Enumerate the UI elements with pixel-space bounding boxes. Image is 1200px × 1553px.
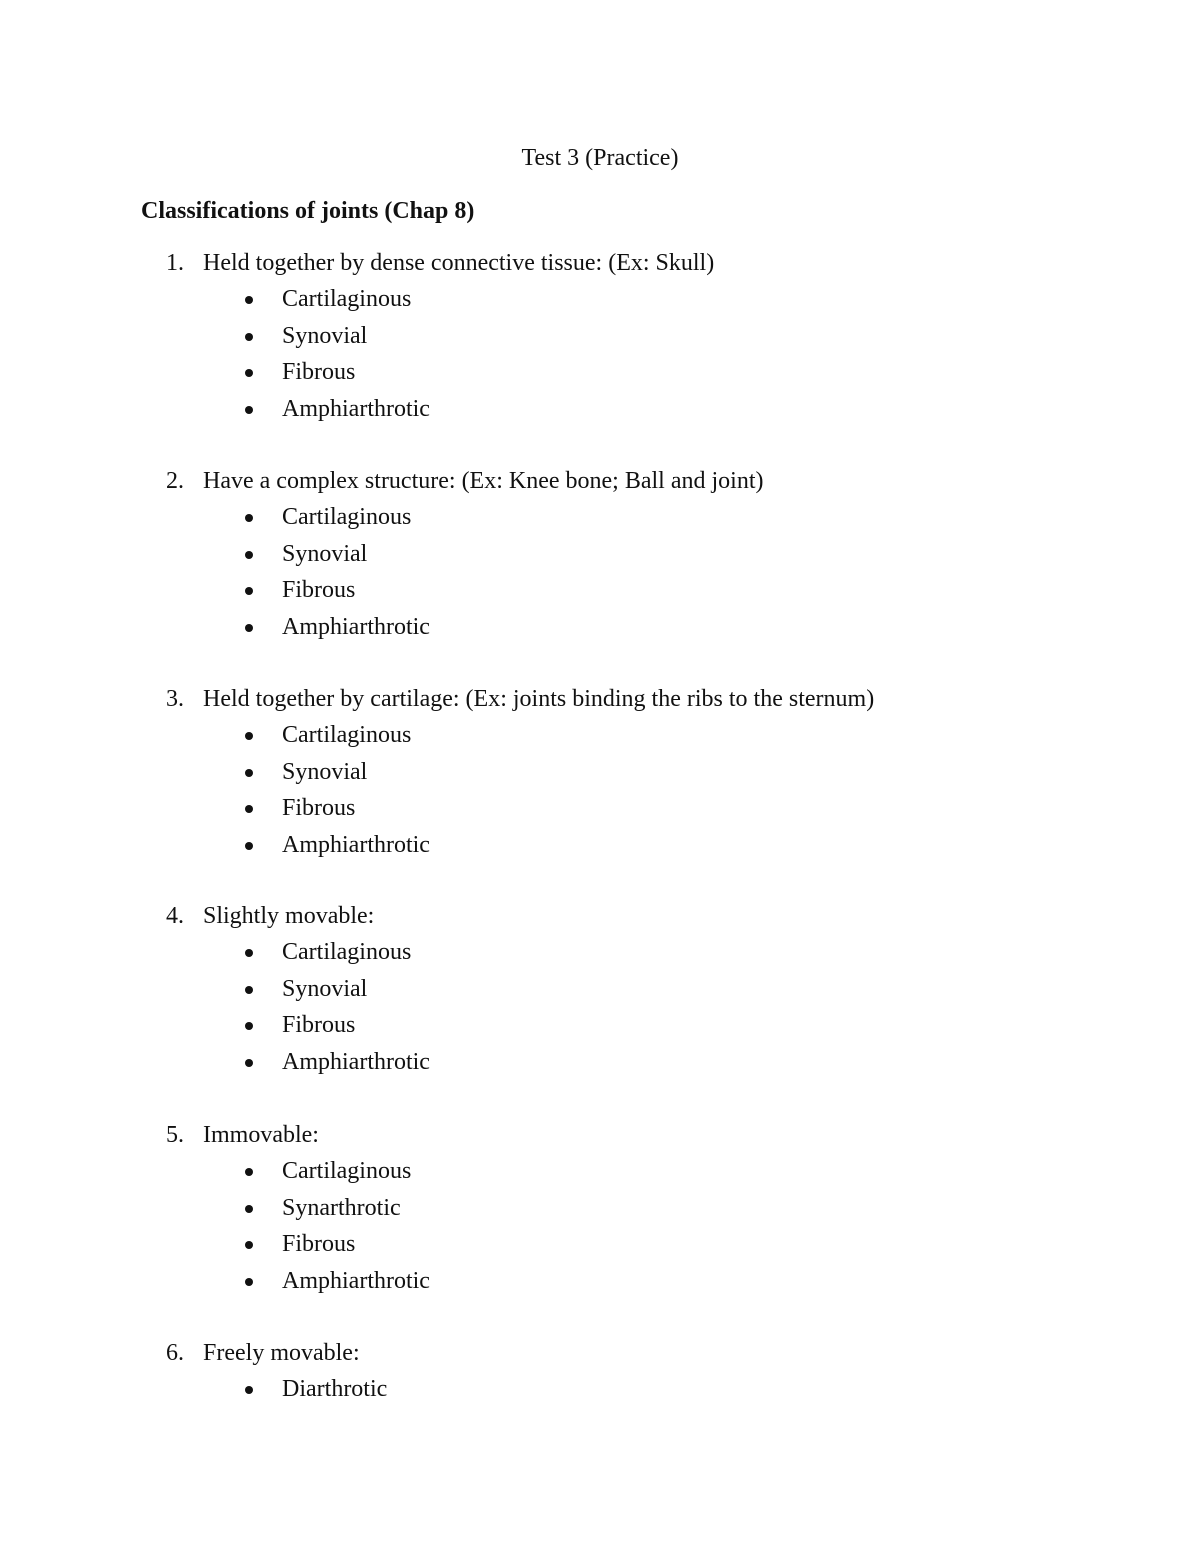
answer-option-text: Fibrous	[282, 1012, 356, 1039]
answer-option	[0, 1226, 1200, 1262]
answer-option	[0, 572, 1200, 608]
answer-option	[0, 1153, 1200, 1189]
question-number: 3.	[166, 686, 184, 712]
answer-option	[0, 1371, 1200, 1407]
answer-option	[0, 827, 1200, 863]
answer-option-text: Synarthrotic	[282, 1194, 401, 1221]
answer-option-text: Fibrous	[282, 795, 356, 822]
question-line	[0, 463, 1200, 499]
answer-option-text: Synovial	[282, 540, 368, 567]
question-number: 6.	[166, 1340, 184, 1366]
answer-options	[0, 281, 1200, 427]
answer-option-text: Amphiarthrotic	[282, 613, 430, 640]
section-heading: Classifications of joints (Chap 8)	[141, 198, 475, 224]
bullet-icon	[245, 986, 253, 994]
question-line	[0, 898, 1200, 934]
answer-options	[0, 499, 1200, 645]
answer-option	[0, 1263, 1200, 1299]
bullet-icon	[245, 1278, 253, 1286]
question-1	[0, 245, 1200, 427]
answer-option-text: Cartilaginous	[282, 939, 412, 966]
bullet-icon	[245, 1241, 253, 1249]
answer-option-text: Synovial	[282, 758, 368, 785]
answer-option-text: Synovial	[282, 975, 368, 1002]
answer-option	[0, 934, 1200, 970]
answer-option	[0, 1044, 1200, 1080]
answer-option-text: Fibrous	[282, 577, 356, 604]
answer-option-text: Cartilaginous	[282, 286, 412, 313]
answer-options	[0, 1371, 1200, 1407]
bullet-icon	[245, 333, 253, 341]
answer-option	[0, 971, 1200, 1007]
answer-option-text: Amphiarthrotic	[282, 831, 430, 858]
bullet-icon	[245, 551, 253, 559]
page-title: Test 3 (Practice)	[521, 145, 679, 171]
answer-option	[0, 391, 1200, 427]
answer-option-text: Diarthrotic	[282, 1376, 388, 1403]
question-line	[0, 245, 1200, 281]
question-number: 1.	[166, 250, 184, 276]
question-3	[0, 681, 1200, 863]
answer-option	[0, 1190, 1200, 1226]
question-text: Immovable:	[203, 1122, 319, 1148]
bullet-icon	[245, 624, 253, 632]
question-4	[0, 898, 1200, 1080]
answer-option	[0, 354, 1200, 390]
answer-option	[0, 499, 1200, 535]
answer-option-text: Fibrous	[282, 359, 356, 386]
question-2	[0, 463, 1200, 645]
bullet-icon	[245, 1386, 253, 1394]
question-5	[0, 1117, 1200, 1299]
bullet-icon	[245, 1168, 253, 1176]
bullet-icon	[245, 949, 253, 957]
question-number: 4.	[166, 903, 184, 929]
bullet-icon	[245, 732, 253, 740]
bullet-icon	[245, 1022, 253, 1030]
answer-option	[0, 609, 1200, 645]
question-text: Held together by cartilage: (Ex: joints binding the ribs to the sternum)	[203, 686, 875, 712]
answer-option	[0, 790, 1200, 826]
answer-option-text: Synovial	[282, 322, 368, 349]
question-6	[0, 1335, 1200, 1408]
answer-option	[0, 754, 1200, 790]
question-number: 5.	[166, 1122, 184, 1148]
bullet-icon	[245, 587, 253, 595]
answer-options	[0, 934, 1200, 1080]
question-number: 2.	[166, 468, 184, 494]
question-text: Held together by dense connective tissue: (Ex: Skull)	[203, 250, 715, 276]
question-text: Freely movable:	[203, 1340, 360, 1366]
answer-options	[0, 1153, 1200, 1299]
answer-option	[0, 717, 1200, 753]
bullet-icon	[245, 842, 253, 850]
answer-option-text: Cartilaginous	[282, 722, 412, 749]
answer-option-text: Amphiarthrotic	[282, 1267, 430, 1294]
answer-option-text: Cartilaginous	[282, 504, 412, 531]
bullet-icon	[245, 296, 253, 304]
question-line	[0, 681, 1200, 717]
answer-options	[0, 717, 1200, 863]
question-line	[0, 1335, 1200, 1371]
bullet-icon	[245, 514, 253, 522]
bullet-icon	[245, 406, 253, 414]
question-line	[0, 1117, 1200, 1153]
answer-option-text: Amphiarthrotic	[282, 395, 430, 422]
answer-option-text: Fibrous	[282, 1231, 356, 1258]
bullet-icon	[245, 1205, 253, 1213]
bullet-icon	[245, 1059, 253, 1067]
bullet-icon	[245, 369, 253, 377]
bullet-icon	[245, 805, 253, 813]
answer-option	[0, 1007, 1200, 1043]
answer-option	[0, 318, 1200, 354]
bullet-icon	[245, 769, 253, 777]
answer-option	[0, 536, 1200, 572]
question-text: Slightly movable:	[203, 903, 375, 929]
answer-option-text: Cartilaginous	[282, 1158, 412, 1185]
question-text: Have a complex structure: (Ex: Knee bone; Ball and joint)	[203, 468, 764, 494]
answer-option-text: Amphiarthrotic	[282, 1048, 430, 1075]
answer-option	[0, 281, 1200, 317]
